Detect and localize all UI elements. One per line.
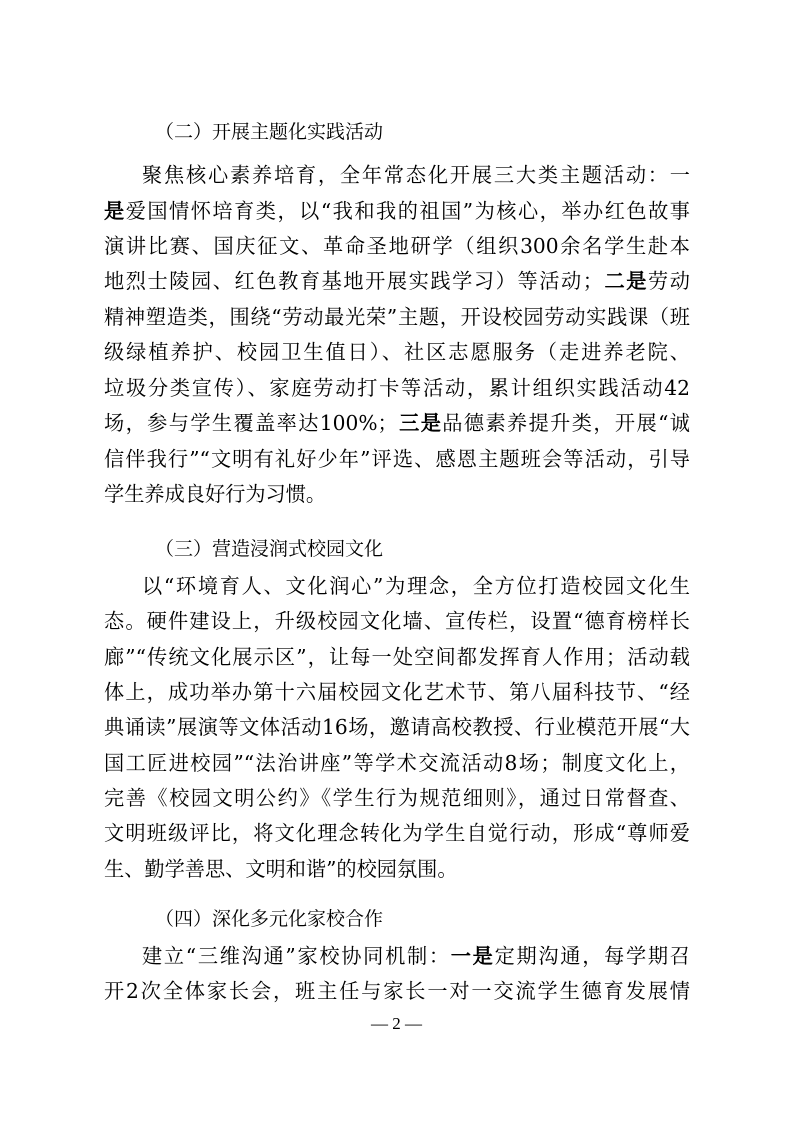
paragraph-line: 信伴我行”“文明有礼好少年”评选、感恩主题班会等活动，引导 — [104, 447, 690, 471]
text-run: 劳动 — [648, 269, 690, 293]
paragraph-line: 精神塑造类，围绕“劳动最光荣”主题，开设校园劳动实践课（班 — [104, 305, 690, 329]
text-run: 定期沟通，每学期召 — [494, 944, 690, 968]
paragraph-line — [104, 196, 690, 226]
paragraph-line: 态。硬件建设上，升级校园文化墙、宣传栏，设置“德育榜样长 — [104, 609, 690, 633]
paragraph-line: 典诵读”展演等文体活动16场，邀请高校教授、行业模范开展“大 — [104, 715, 690, 739]
paragraph-line: 聚焦核心素养培育，全年常态化开展三大类主题活动：一 — [142, 163, 690, 187]
paragraph-line: 以“环境育人、文化润心”为理念，全方位打造校园文化生 — [142, 574, 690, 598]
section-heading-2: （二）开展主题化实践活动 — [155, 121, 384, 143]
paragraph-line: 垃圾分类宣传）、家庭劳动打卡等活动，累计组织实践活动42 — [104, 376, 690, 400]
paragraph-line: 文明班级评比，将文化理念转化为学生自觉行动，形成“尊师爱 — [104, 821, 690, 845]
bold-ordinal: 是 — [104, 199, 126, 223]
paragraph-line: 廊”“传统文化展示区”，让每一处空间都发挥育人作用；活动载 — [104, 645, 690, 669]
section-heading-3: （三）营造浸润式校园文化 — [155, 538, 384, 560]
bold-ordinal: 一是 — [450, 944, 495, 968]
text-run: 场，参与学生覆盖率达100%； — [104, 411, 398, 435]
paragraph-line: 演讲比赛、国庆征文、革命圣地研学（组织300余名学生赴本 — [104, 234, 690, 258]
paragraph-line — [104, 408, 690, 438]
text-run: 爱国情怀培育类，以“我和我的祖国”为核心，举办红色故事 — [125, 199, 690, 223]
paragraph-line: 国工匠进校园”“法治讲座”等学术交流活动8场；制度文化上， — [104, 751, 690, 775]
paragraph-line — [142, 941, 690, 971]
paragraph-line: 学生养成良好行为习惯。 — [104, 482, 327, 506]
text-run: 建立“三维沟通”家校协同机制： — [142, 944, 451, 968]
paragraph-line: 体上，成功举办第十六届校园文化艺术节、第八届科技节、“经 — [104, 680, 690, 704]
page-number: — 2 — — [371, 1014, 422, 1033]
paragraph-line: 完善《校园文明公约》《学生行为规范细则》，通过日常督查、 — [104, 786, 690, 810]
bold-ordinal: 二是 — [602, 269, 649, 293]
text-run: 地烈士陵园、红色教育基地开展实践学习）等活动； — [104, 269, 603, 293]
bold-ordinal: 三是 — [397, 411, 443, 435]
text-run: 品德素养提升类，开展“诚 — [442, 411, 690, 435]
paragraph-line: 级绿植养护、校园卫生值日）、社区志愿服务（走进养老院、 — [104, 340, 690, 364]
section-heading-4: （四）深化多元化家校合作 — [155, 908, 384, 930]
paragraph-line — [104, 266, 690, 296]
paragraph-line: 生、勤学善思、文明和谐”的校园氛围。 — [104, 857, 458, 881]
paragraph-line: 开2次全体家长会，班主任与家长一对一交流学生德育发展情 — [104, 979, 690, 1003]
